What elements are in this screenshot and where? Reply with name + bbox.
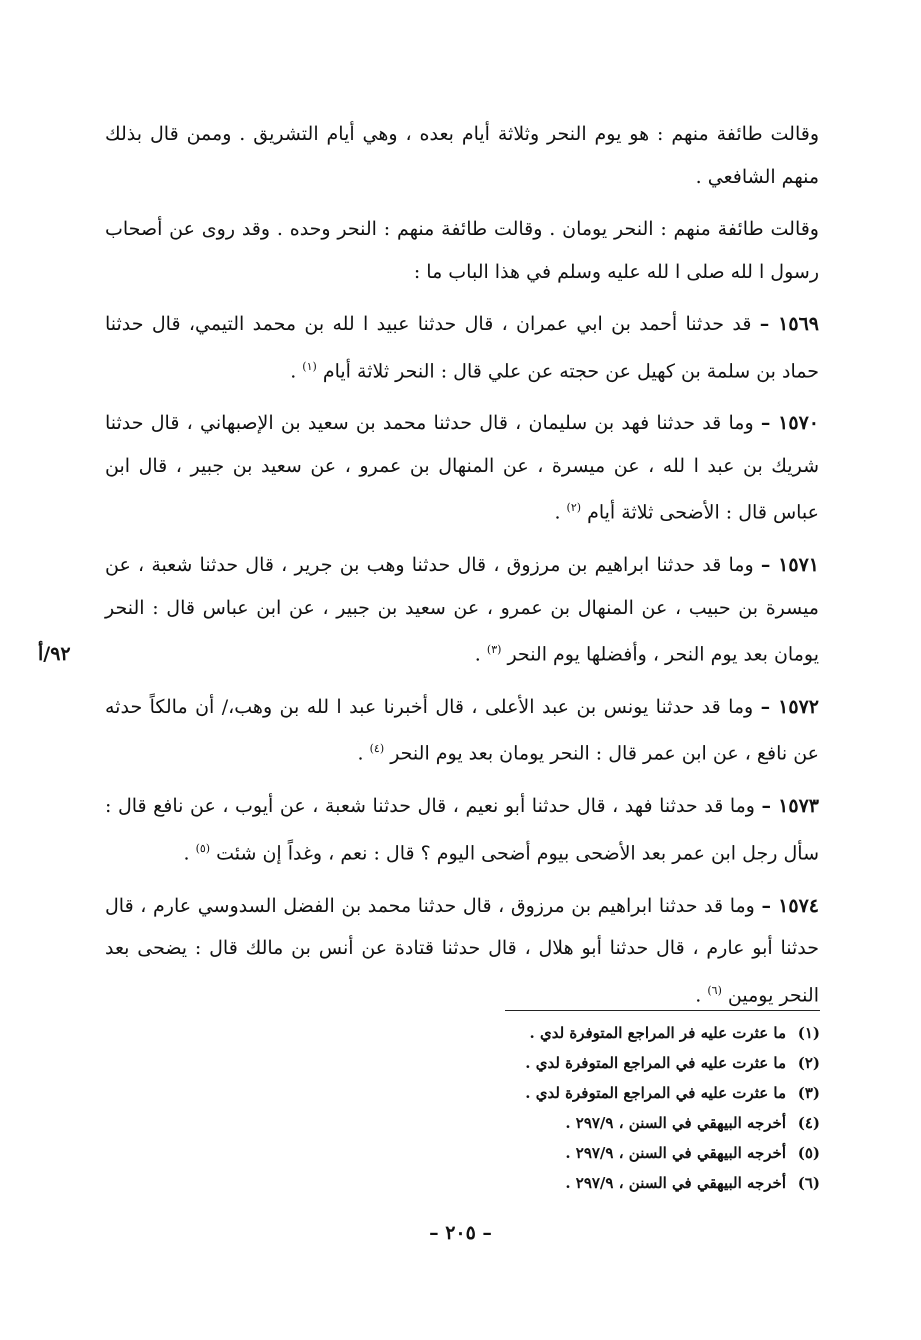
hadith-1570: [105, 402, 819, 534]
paragraph-text: قد حدثنا أحمد بن ابي عمران ، قال حدثنا عبيد ا لله بن محمد التيمي، قال حدثنا حماد بن سلمة بن كهيل عن حجته عن علي قال : النحر ثلاثة أيام: [105, 313, 819, 382]
footnotes: [300, 1018, 820, 1198]
hadith-1573: [105, 785, 819, 874]
footnote: [300, 1168, 820, 1198]
footnote: [300, 1048, 820, 1078]
footnote: [300, 1108, 820, 1138]
manuscript-folio-marker: ٩٢/أ: [38, 643, 71, 665]
paragraph-end: .: [474, 643, 487, 666]
footnote: [300, 1078, 820, 1108]
paragraph-end: .: [554, 501, 567, 524]
footnote-ref: (٢): [566, 501, 582, 515]
footnote-text: ما عثرت عليه في المراجع المتوفرة لدي .: [525, 1054, 786, 1072]
footnote-ref: (٤): [369, 742, 385, 756]
hadith-1571: [105, 544, 819, 676]
footnote-number: (٢): [797, 1054, 820, 1072]
paragraph: [105, 208, 819, 293]
footnote: [300, 1018, 820, 1048]
footnote-number: (٤): [797, 1114, 820, 1132]
footnote-ref: (٣): [486, 643, 502, 657]
footnote-number: (٥): [797, 1144, 820, 1162]
footnote-text: أخرجه البيهقي في السنن ، ٢٩٧/٩ .: [565, 1144, 786, 1162]
paragraph-text: وما قد حدثنا ابراهيم بن مرزوق ، قال حدثنا وهب بن جرير ، قال حدثنا شعبة ، عن ميسرة بن حبيب ، عن المنهال بن عمرو ، عن سعيد بن جبير ، عن ابن عباس قال : النحر يومان بعد يوم النحر ، وأفضلها يوم النحر: [105, 554, 819, 666]
paragraph-text: وقالت طائفة منهم : هو يوم النحر وثلاثة أيام بعده ، وهي أيام التشريق . وممن قال بذلك منهم الشافعي .: [105, 123, 819, 188]
footnote-text: ما عثرت عليه في المراجع المتوفرة لدي .: [525, 1084, 786, 1102]
paragraph-end: .: [357, 742, 370, 765]
paragraph-text: وقالت طائفة منهم : النحر يومان . وقالت طائفة منهم : النحر وحده . وقد روى عن أصحاب رسول ا لله صلى ا لله عليه وسلم في هذا الباب ما :: [105, 218, 819, 283]
paragraph-end: .: [695, 983, 708, 1006]
hadith-number: ١٥٧٤ –: [761, 894, 819, 917]
paragraph-text: وما قد حدثنا فهد بن سليمان ، قال حدثنا محمد بن سعيد بن الإصبهاني ، قال حدثنا شريك بن عبد ا لله ، عن ميسرة ، عن المنهال بن عمرو ، عن سعيد بن جبير ، قال ابن عباس قال : الأضحى ثلاثة أيام: [105, 412, 819, 524]
footnote-text: ما عثرت عليه فر المراجع المتوفرة لدي .: [529, 1024, 786, 1042]
footnote-ref: (١): [302, 359, 317, 373]
paragraph-text: وما قد حدثنا فهد ، قال حدثنا أبو نعيم ، قال حدثنا شعبة ، عن أيوب ، عن نافع قال : سأل رجل ابن عمر بعد الأضحى بيوم أضحى اليوم ؟ قال : نعم ، وغداً إن شئت: [105, 795, 819, 865]
paragraph-text: وما قد حدثنا ابراهيم بن مرزوق ، قال حدثنا محمد بن الفضل السدوسي عارم ، قال حدثنا أبو عارم ، قال حدثنا أبو هلال ، قال حدثنا قتادة عن أنس بن مالك قال : يضحى بعد النحر يومين: [105, 894, 819, 1006]
footnote-text: أخرجه البيهقي في السنن ، ٢٩٧/٩ .: [565, 1114, 786, 1132]
footnote-ref: (٥): [195, 841, 211, 855]
footnote-text: أخرجه البيهقي في السنن ، ٢٩٧/٩ .: [565, 1174, 786, 1192]
footnote: [300, 1138, 820, 1168]
footnote-separator: [505, 1010, 820, 1011]
hadith-number: ١٥٧١ –: [760, 554, 819, 577]
hadith-number: ١٥٧٢ –: [760, 695, 819, 718]
hadith-1569: [105, 303, 819, 392]
hadith-number: ١٥٧٠ –: [760, 412, 819, 435]
paragraph-text: وما قد حدثنا يونس بن عبد الأعلى ، قال أخبرنا عبد ا لله بن وهب،/ أن مالكاً حدثه عن نافع ، عن ابن عمر قال : النحر يومان بعد يوم النحر: [105, 695, 819, 765]
main-text: [105, 113, 819, 1026]
paragraph-end: .: [290, 359, 303, 382]
paragraph-end: .: [183, 842, 196, 865]
footnote-number: (٣): [797, 1084, 820, 1102]
footnote-number: (٦): [797, 1174, 820, 1192]
hadith-1572: [105, 686, 819, 775]
page-number: – ٢٠٥ –: [429, 1222, 492, 1244]
footnote-number: (١): [797, 1024, 820, 1042]
hadith-number: ١٥٧٣ –: [761, 795, 819, 818]
hadith-number: ١٥٦٩ –: [759, 313, 819, 335]
paragraph: [105, 113, 819, 198]
footnote-ref: (٦): [707, 983, 722, 997]
hadith-1574: [105, 885, 819, 1017]
